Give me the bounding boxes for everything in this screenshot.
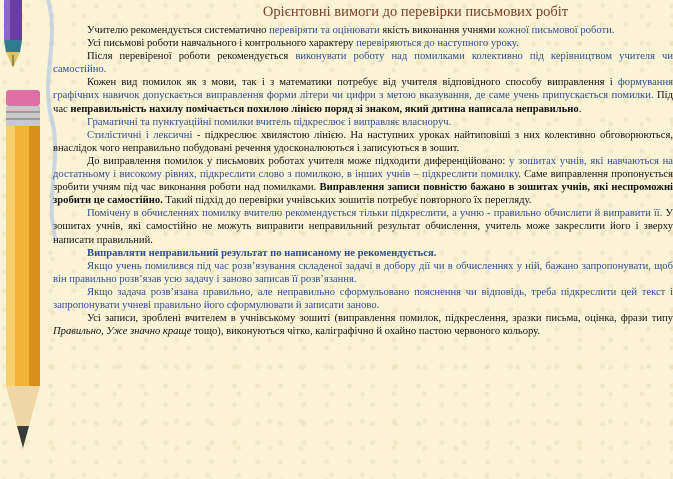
pencil-icon (6, 90, 40, 448)
text-run: - підкреслює хвилястою лінією. На наступних уроках найтиповіші з них колективно обговорюються, внаслідок чого неправильно побудовані речення удосконалюються і записуються в зошит. (53, 129, 673, 154)
text-run: Такий підхід до перевірки учнівських зошитів потребує повторного їх перегляду. (162, 195, 532, 207)
text-run: До виправлення помилок у письмових роботах учителя може підходити диференційовано: (87, 155, 510, 167)
paragraph (53, 207, 673, 246)
paragraph (53, 129, 673, 155)
text-run: Граматичні та пунктуаційні помилки вчитель підкреслює і виправляє власноруч. (87, 116, 452, 128)
document-body (53, 24, 673, 338)
text-run: Якщо задача розв’язана правильно, але неправильно сформульовано пояснення чи відповідь, треба підкреслити цей текст і запропонувати учневі правильно його сформулювати й записати заново. (53, 286, 673, 311)
text-run: Після перевіреної роботи рекомендується (87, 51, 296, 63)
text-run: Кожен вид помилок як з мови, так і з математики потребує від учителя відповідного способу виправлення і (87, 77, 618, 89)
paragraph (53, 155, 673, 207)
paragraph (53, 37, 673, 50)
text-run: Усі записи, зроблені вчителем в учнівському зошиті (виправлення помилок, підкреслення, зразки письма, оцінка, фрази типу (87, 313, 673, 325)
text-run: Виправлення записи повністю бажано в зошитах учнів, які неспроможні зробити це самостійно. (53, 182, 673, 207)
text-run: Під час (53, 90, 673, 115)
text-run: Усі письмові роботи навчального і контрольного характеру (87, 38, 357, 50)
text-run: Помічену в обчисленнях помилку вчителю рекомендується тільки підкреслити, а учню - правильно обчислити й виправити її. (87, 208, 663, 220)
page-title: Орієнтовні вимоги до перевірки письмових робіт (262, 4, 569, 20)
fountain-pen-icon (4, 0, 22, 68)
paragraph (53, 247, 673, 260)
text-run: Правильно, Уже значно краще (53, 326, 192, 338)
text-run: Стилістичні і лексичні (87, 129, 193, 141)
text-run: формування графічних навичок допускається виправлення форми літери чи цифри з метою вказування, де саме учень припускається помилки. (53, 77, 673, 102)
text-run: виконувати роботу над помилками колективно під керівництвом учителя чи самостійно. (53, 51, 673, 76)
paragraph (53, 312, 673, 338)
paragraph (53, 24, 673, 37)
text-run: Саме виправлення пропонується зробити учням під час виконання роботи над помилками. (53, 169, 673, 194)
paragraph (53, 116, 673, 129)
paragraph (53, 76, 673, 115)
text-run: перевіряються до наступного уроку. (356, 38, 519, 50)
document-content (53, 0, 673, 479)
text-run: кожної письмової роботи. (498, 25, 615, 36)
paragraph (53, 286, 673, 312)
text-run: Виправляти неправильний результат по написаному не рекомендується. (87, 247, 437, 259)
text-run: неправильність нахилу помічається похилою лінією поряд зі знаком, який дитина написала неправильно (70, 103, 579, 115)
text-run: У зошитах учнів, які самостійно не можуть виправити неправильний результат обчислення, учитель може закреслити його і зверху написати правильний. (53, 208, 673, 246)
text-run: тощо), виконуються чітко, каліграфічно й охайно пастою червоного кольору. (191, 326, 541, 338)
text-run: . (578, 103, 582, 115)
text-run: перевіряти та оцінювати (269, 25, 380, 36)
text-run: Учителю рекомендується систематично (87, 25, 270, 36)
paragraph (53, 50, 673, 76)
text-run: Якщо учень помилився під час розв’язування складеної задачі в добору дії чи в обчисленнях у ній, бажано запропонувати, щоб він правильно розв’язав усю задачу і заново записав її розв’язання. (53, 260, 673, 285)
text-run: якість виконання учнями (379, 25, 499, 36)
paragraph (53, 260, 673, 286)
text-run: у зошитах учнів, які навчаються на достатньому і високому рівнях, підкреслити слово з помилкою, в інших учнів – підкреслити помилку. (53, 155, 673, 181)
